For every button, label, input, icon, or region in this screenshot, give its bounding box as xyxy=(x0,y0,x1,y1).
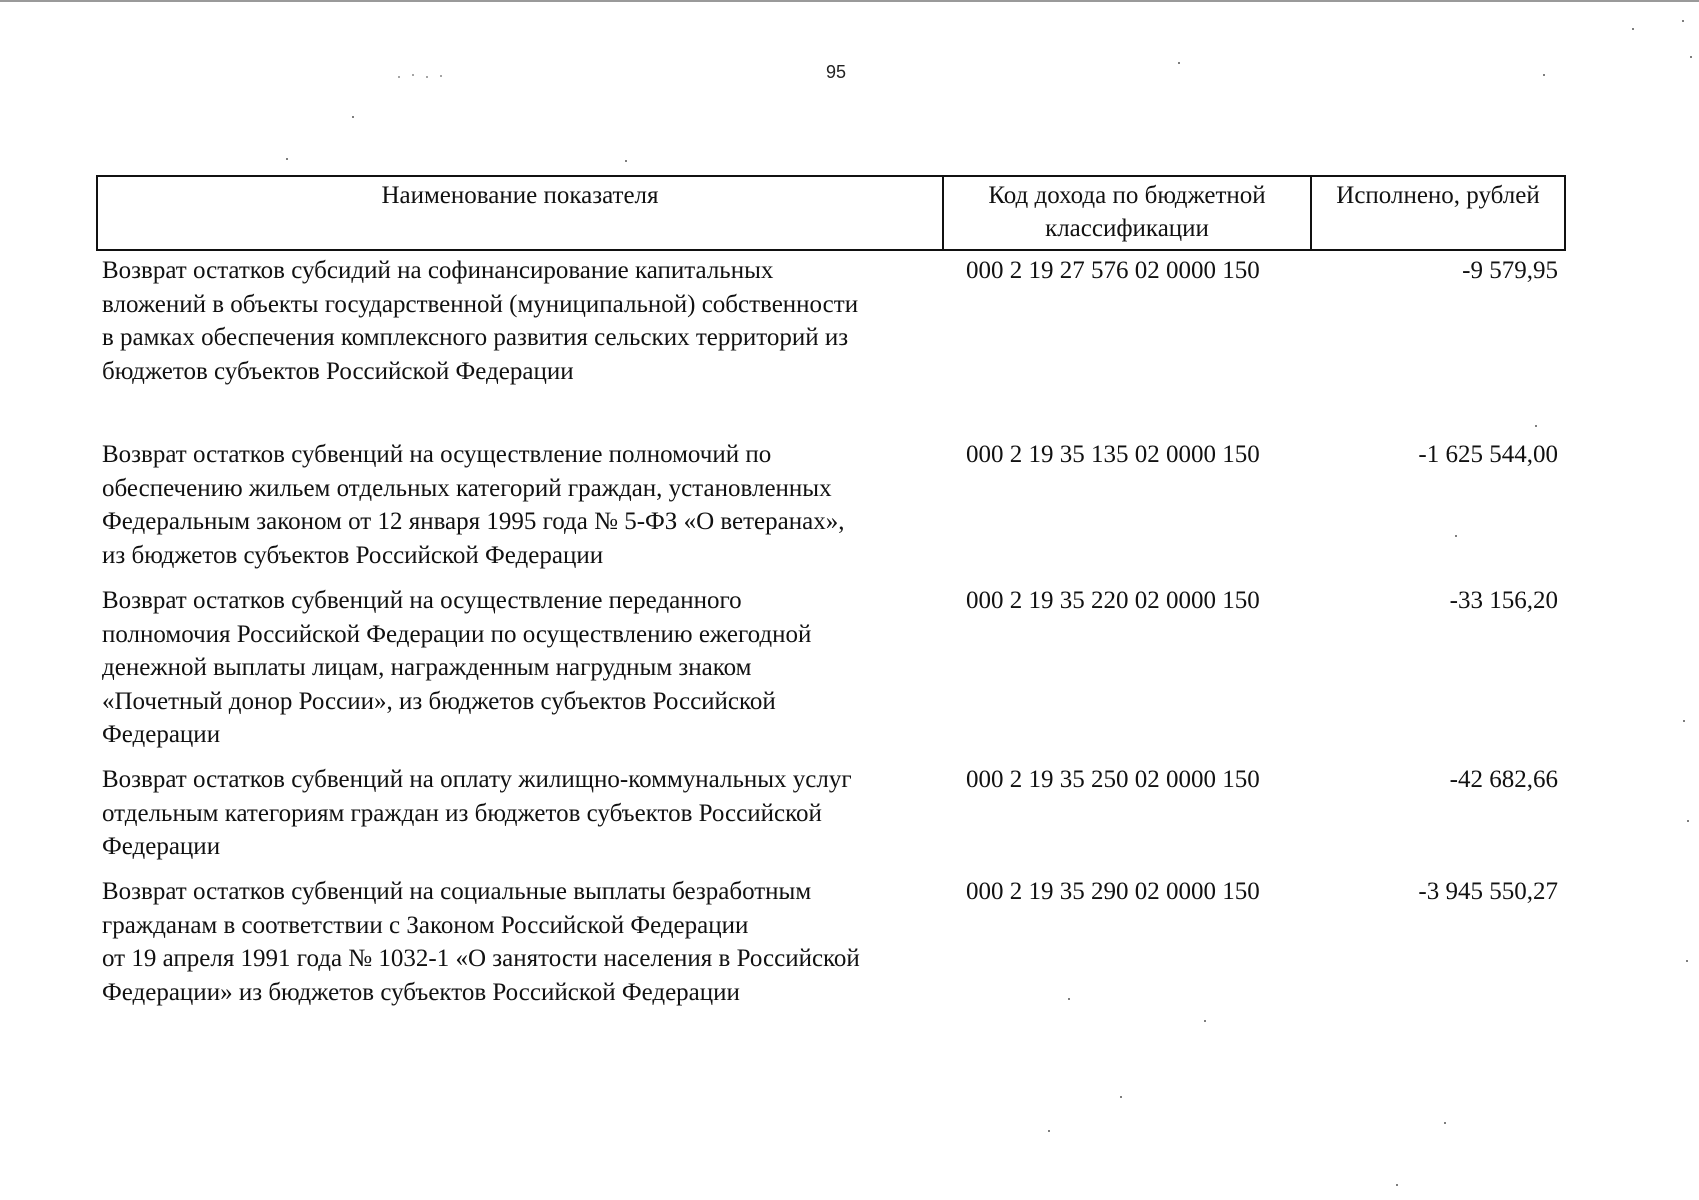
row-executed-sum: -33 156,20 xyxy=(1449,587,1558,614)
row-name-line: Федеральным законом от 12 января 1995 года № 5-ФЗ «О ветеранах», xyxy=(102,508,845,535)
row-income-code: 000 2 19 35 220 02 0000 150 xyxy=(966,587,1260,614)
column-header-code xyxy=(944,177,1312,249)
row-name-line: Возврат остатков субвенций на социальные выплаты безработным xyxy=(102,878,812,905)
scan-speck xyxy=(1543,74,1545,76)
scan-speck xyxy=(1444,1122,1446,1124)
row-name-line: вложений в объекты государственной (муниципальной) собственности xyxy=(102,290,859,318)
row-indicator-name xyxy=(102,438,942,572)
scan-speck xyxy=(286,158,288,160)
scan-speck xyxy=(426,76,428,78)
scan-speck xyxy=(1632,28,1634,30)
row-name-line: обеспечению жильем отдельных категорий граждан, установленных xyxy=(102,474,832,502)
scan-speck xyxy=(352,116,354,118)
row-name-line: в рамках обеспечения комплексного развития сельских территорий из xyxy=(102,324,849,351)
column-header-code-line1: Код дохода по бюджетной xyxy=(988,182,1266,209)
row-name-line: гражданам в соответствии с Законом Российской Федерации xyxy=(102,911,749,939)
row-executed-sum: -3 945 550,27 xyxy=(1418,878,1558,905)
table-header xyxy=(96,175,1566,251)
row-executed-sum: -42 682,66 xyxy=(1449,766,1558,793)
row-name-line: Возврат остатков субвенций на осуществление переданного xyxy=(102,587,742,614)
scan-speck xyxy=(1535,425,1537,427)
scan-speck xyxy=(440,75,442,77)
row-name-line: денежной выплаты лицам, награжденным нагрудным знаком xyxy=(102,654,752,681)
scan-speck xyxy=(1068,998,1070,1000)
column-header-code-line2: классификации xyxy=(1045,215,1209,242)
row-name-line: от 19 апреля 1991 года № 1032-1 «О занятости населения в Российской xyxy=(102,945,860,972)
scan-speck xyxy=(625,160,627,162)
scan-speck xyxy=(1455,535,1457,537)
row-income-code: 000 2 19 35 135 02 0000 150 xyxy=(966,441,1260,468)
scan-speck xyxy=(1120,1096,1122,1098)
scan-speck xyxy=(398,76,400,78)
row-income-code: 000 2 19 35 290 02 0000 150 xyxy=(966,878,1260,905)
row-name-line: из бюджетов субъектов Российской Федерации xyxy=(102,541,604,569)
row-name-line: Возврат остатков субвенций на осуществление полномочий по xyxy=(102,441,772,468)
scan-speck xyxy=(1690,56,1692,58)
scan-speck xyxy=(1682,20,1684,22)
scan-top-border xyxy=(0,0,1699,2)
page-number: 95 xyxy=(825,62,847,82)
row-indicator-name xyxy=(102,875,942,1009)
row-indicator-name xyxy=(102,584,942,752)
row-name-line: Возврат остатков субвенций на оплату жилищно-коммунальных услуг xyxy=(102,766,852,793)
row-executed-sum: -9 579,95 xyxy=(1462,257,1558,284)
scan-speck xyxy=(1048,1130,1050,1132)
row-name-line: Федерации xyxy=(102,833,221,860)
row-name-line: «Почетный донор России», из бюджетов субъектов Российской xyxy=(102,687,776,715)
row-name-line: Федерации xyxy=(102,721,221,748)
row-indicator-name xyxy=(102,763,942,864)
column-header-name-label: Наименование показателя xyxy=(381,182,659,209)
scan-speck xyxy=(1687,820,1689,822)
row-income-code: 000 2 19 27 576 02 0000 150 xyxy=(966,257,1260,284)
scan-speck xyxy=(1204,1020,1206,1022)
scan-speck xyxy=(1686,960,1688,962)
row-name-line: бюджетов субъектов Российской Федерации xyxy=(102,357,574,385)
row-name-line: отдельным категориям граждан из бюджетов субъектов Российской xyxy=(102,799,822,827)
row-name-line: Возврат остатков субсидий на софинансирование капитальных xyxy=(102,257,774,284)
scan-speck xyxy=(412,74,414,76)
column-header-sum-label: Исполнено, рублей xyxy=(1336,182,1540,209)
scan-speck xyxy=(1396,1184,1398,1186)
scan-speck xyxy=(1178,62,1180,64)
row-executed-sum: -1 625 544,00 xyxy=(1418,441,1558,468)
row-income-code: 000 2 19 35 250 02 0000 150 xyxy=(966,766,1260,793)
column-header-name xyxy=(98,177,944,249)
row-indicator-name xyxy=(102,254,942,388)
scan-speck xyxy=(1683,720,1685,722)
row-name-line: Федерации» из бюджетов субъектов Российской Федерации xyxy=(102,978,740,1006)
column-header-sum xyxy=(1312,177,1564,249)
row-name-line: полномочия Российской Федерации по осуществлению ежегодной xyxy=(102,620,812,648)
